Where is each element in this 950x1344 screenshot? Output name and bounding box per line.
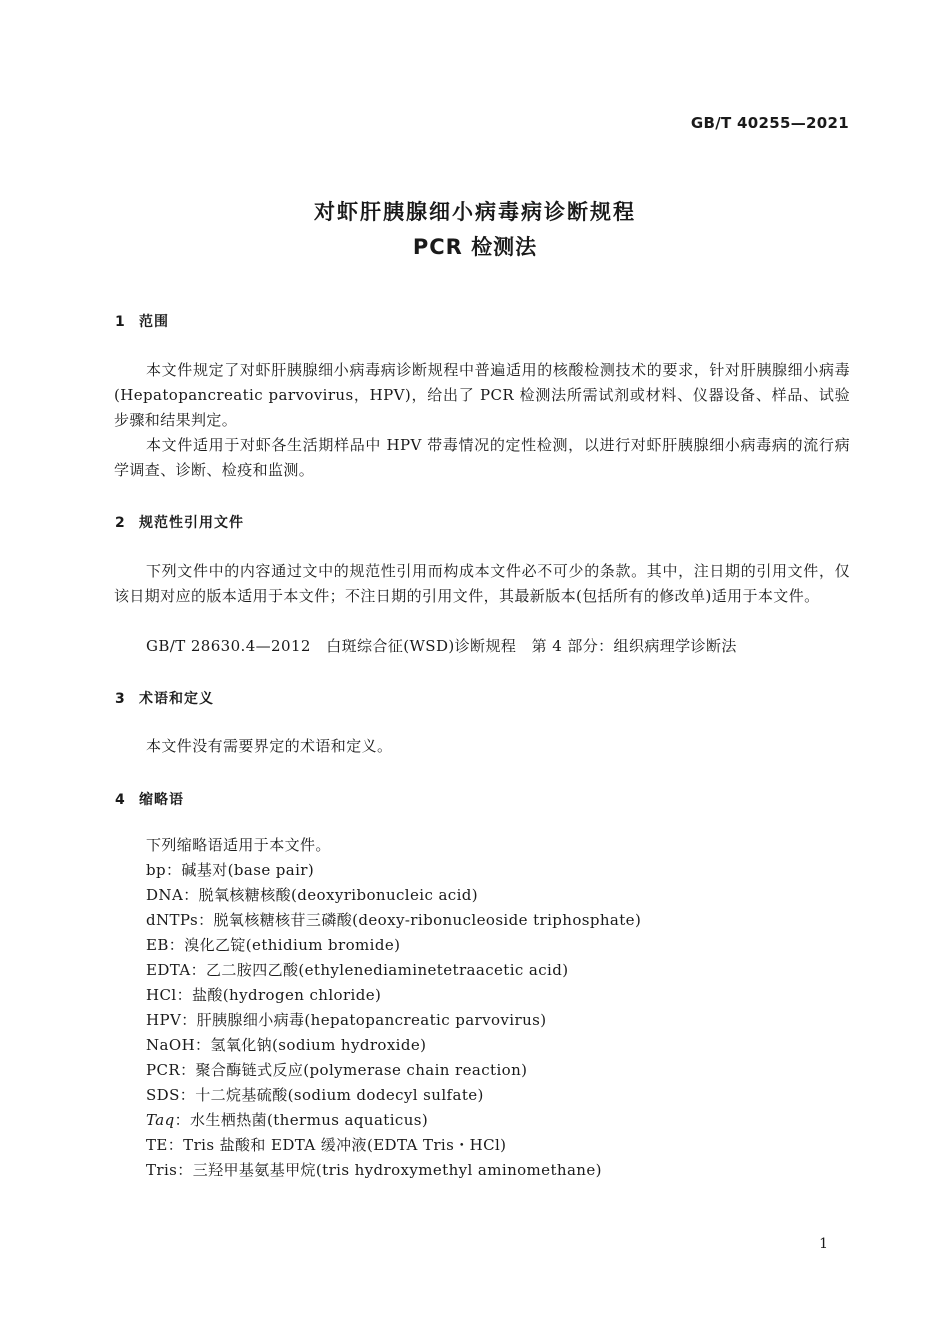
abbreviation-separator: ：: [177, 1161, 193, 1179]
abbreviation-separator: ：: [174, 1111, 190, 1129]
abbreviation-term: EB: [146, 936, 169, 954]
document-subtitle: PCR 检测法: [412, 235, 538, 259]
section-title: 规范性引用文件: [139, 515, 244, 531]
section-number: 3: [115, 691, 126, 707]
abbreviation-separator: ：: [183, 886, 199, 904]
abbreviation-term: Taq: [146, 1111, 175, 1129]
standard-number: GB/T 40255—2021: [690, 114, 849, 132]
section-heading-scope: [115, 311, 169, 331]
section-title: 范围: [139, 314, 169, 330]
abbreviation-term: DNA: [146, 886, 184, 904]
abbreviation-separator: ：: [167, 1136, 184, 1154]
abbreviation-definition: Tris 盐酸和 EDTA 缓冲液(EDTA Tris・HCl): [183, 1136, 507, 1154]
scope-paragraph-1: 本文件规定了对虾肝胰腺细小病毒病诊断规程中普遍适用的核酸检测技术的要求，针对肝胰腺细小病毒(Hepatopancreatic parvovirus，HPV)，给出了 PCR 检测法所需试剂或材料、仪器设备、样品、试验步骤和结果判定。: [114, 361, 850, 429]
abbreviation-item: [146, 1083, 641, 1108]
abbreviation-item: [146, 883, 641, 908]
references-citation: GB/T 28630.4—2012 白斑综合征(WSD)诊断规程 第 4 部分：组织病理学诊断法: [146, 637, 737, 655]
abbreviation-separator: ：: [195, 1036, 211, 1054]
abbreviation-separator: ：: [190, 961, 206, 979]
terms-paragraph: 本文件没有需要界定的术语和定义。: [146, 737, 393, 755]
abbreviation-item: [146, 1133, 641, 1158]
abbreviation-term: SDS: [146, 1086, 180, 1104]
abbreviation-item: [146, 933, 641, 958]
abbreviation-term: NaOH: [146, 1036, 196, 1054]
abbreviation-separator: ：: [166, 861, 182, 879]
section-number: 1: [115, 314, 126, 330]
section-heading-abbreviations: [115, 789, 184, 809]
section-heading-terms: [115, 688, 214, 708]
section-title: 缩略语: [139, 792, 184, 808]
page-number: 1: [819, 1236, 828, 1252]
abbreviation-item: [146, 908, 641, 933]
abbreviation-item: [146, 1108, 641, 1133]
abbreviation-separator: ：: [181, 1011, 197, 1029]
abbreviation-definition: 乙二胺四乙酸(ethylenediaminetetraacetic acid): [206, 961, 569, 979]
abbreviation-separator: ：: [176, 986, 192, 1004]
section-heading-references: [115, 512, 244, 532]
abbreviation-item: [146, 958, 641, 983]
abbreviation-item: [146, 1033, 641, 1058]
abbreviation-list: [146, 833, 641, 1183]
abbreviation-intro: 下列缩略语适用于本文件。: [146, 836, 331, 854]
abbreviation-definition: 盐酸(hydrogen chloride): [191, 986, 382, 1004]
abbreviation-term: PCR: [146, 1061, 181, 1079]
abbreviation-definition: 氢氧化钠(sodium hydroxide): [210, 1036, 427, 1054]
abbreviation-separator: ：: [180, 1061, 196, 1079]
abbreviation-term: Tris: [146, 1161, 178, 1179]
abbreviation-term: HCl: [146, 986, 177, 1004]
section-number: 4: [115, 792, 126, 808]
abbreviation-definition: 肝胰腺细小病毒(hepatopancreatic parvovirus): [196, 1011, 547, 1029]
abbreviation-separator: ：: [198, 911, 214, 929]
abbreviation-definition: 脱氧核糖核酸(deoxyribonucleic acid): [198, 886, 479, 904]
abbreviation-term: TE: [146, 1136, 168, 1154]
abbreviation-term: EDTA: [146, 961, 191, 979]
abbreviation-item: [146, 1008, 641, 1033]
section-number: 2: [115, 515, 126, 531]
abbreviation-term: HPV: [146, 1011, 182, 1029]
abbreviation-definition: 溴化乙锭(ethidium bromide): [184, 936, 401, 954]
abbreviation-separator: ：: [168, 936, 185, 954]
abbreviation-definition: 脱氧核糖核苷三磷酸(deoxy-ribonucleoside triphosphate): [213, 911, 642, 929]
abbreviation-item: [146, 858, 641, 883]
abbreviation-item: [146, 1158, 641, 1183]
abbreviation-definition: 碱基对(base pair): [181, 861, 315, 879]
abbreviation-definition: 聚合酶链式反应(polymerase chain reaction): [195, 1061, 528, 1079]
scope-paragraph-2: 本文件适用于对虾各生活期样品中 HPV 带毒情况的定性检测，以进行对虾肝胰腺细小病毒病的流行病学调查、诊断、检疫和监测。: [114, 436, 850, 479]
abbreviation-separator: ：: [179, 1086, 196, 1104]
abbreviation-definition: 十二烷基硫酸(sodium dodecyl sulfate): [195, 1086, 484, 1104]
abbreviation-definition: 水生栖热菌(thermus aquaticus): [190, 1111, 429, 1129]
section-title: 术语和定义: [139, 691, 214, 707]
abbreviation-term: dNTPs: [146, 911, 199, 929]
abbreviation-definition: 三羟甲基氨基甲烷(tris hydroxymethyl aminomethane): [192, 1161, 602, 1179]
document-title: 对虾肝胰腺细小病毒病诊断规程: [314, 200, 636, 224]
abbreviation-item: [146, 983, 641, 1008]
abbreviation-term: bp: [146, 861, 167, 879]
references-paragraph: 下列文件中的内容通过文中的规范性引用而构成本文件必不可少的条款。其中，注日期的引用文件，仅该日期对应的版本适用于本文件；不注日期的引用文件，其最新版本(包括所有的修改单)适用于本文件。: [114, 562, 850, 605]
abbreviation-item: [146, 1058, 641, 1083]
